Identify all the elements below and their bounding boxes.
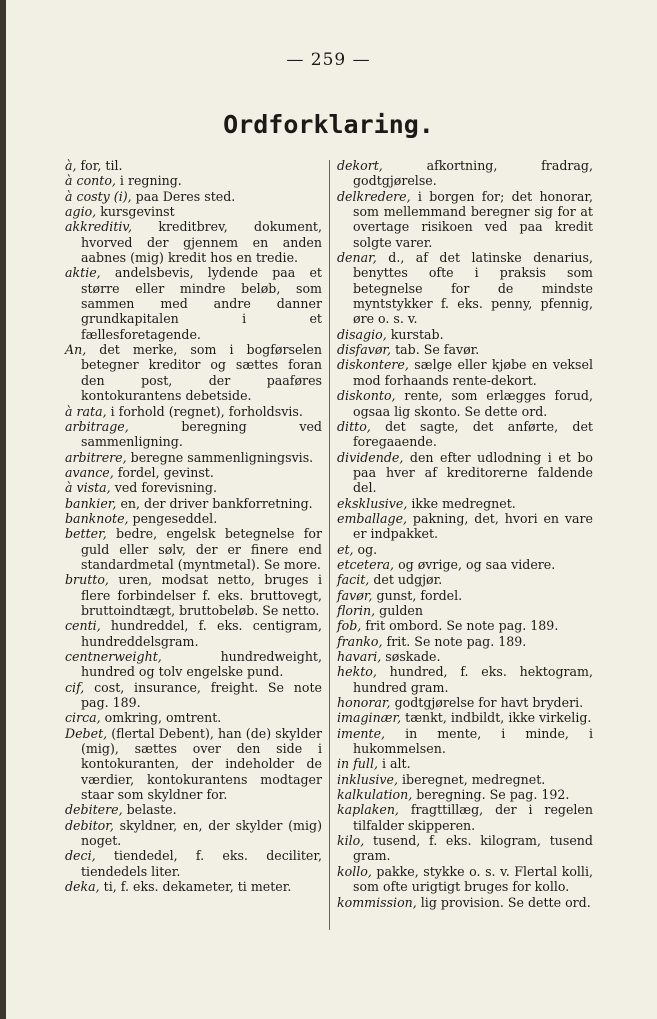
glossary-entry bbox=[65, 173, 322, 188]
entry-definition: i alt. bbox=[377, 756, 411, 772]
entry-term: dividende, bbox=[337, 449, 404, 465]
entry-definition: paa Deres sted. bbox=[131, 188, 236, 204]
entry-term: eksklusive, bbox=[337, 495, 408, 511]
entry-definition: iberegnet, medregnet. bbox=[397, 771, 546, 787]
entry-definition: beregning ved sammenligning. bbox=[81, 418, 322, 450]
entry-definition: pengeseddel. bbox=[128, 510, 218, 526]
entry-definition: uren, modsat netto, bruges i flere forbindelser f. eks. bruttovegt, bruttoindtægt, bruttobeløb. Se netto. bbox=[81, 572, 322, 618]
entry-term: brutto, bbox=[65, 572, 109, 588]
entry-term: Debet, bbox=[65, 725, 108, 741]
entry-term: avance, bbox=[65, 464, 114, 480]
entry-term: facit, bbox=[337, 572, 370, 588]
glossary-entry bbox=[337, 250, 593, 327]
right-column bbox=[337, 158, 593, 910]
entry-definition: kursgevinst bbox=[96, 204, 175, 220]
entry-term: à conto, bbox=[65, 173, 116, 189]
glossary-entry bbox=[65, 879, 322, 894]
glossary-entry bbox=[337, 189, 593, 250]
glossary-entry bbox=[337, 603, 593, 618]
entry-term: hekto, bbox=[337, 664, 377, 680]
glossary-entry bbox=[337, 726, 593, 757]
entry-term: à vista, bbox=[65, 480, 111, 496]
glossary-entry bbox=[65, 204, 322, 219]
entry-definition: sælge eller kjøbe en veksel mod forhaands rente-dekort. bbox=[353, 357, 593, 388]
entry-term: honorar, bbox=[337, 695, 391, 711]
glossary-entry bbox=[337, 802, 593, 833]
glossary-entry bbox=[337, 864, 593, 895]
entry-definition: tiendedel, f. eks. deciliter, tiendedels liter. bbox=[81, 848, 322, 879]
entry-definition: pakning, det, hvori en vare er indpakket. bbox=[353, 510, 593, 542]
glossary-entry bbox=[65, 189, 322, 204]
entry-term: ditto, bbox=[337, 418, 371, 434]
entry-definition: for, til. bbox=[76, 158, 123, 173]
entry-term: aktie, bbox=[65, 265, 101, 281]
glossary-entry bbox=[65, 618, 322, 649]
glossary-entry bbox=[337, 756, 593, 771]
entry-definition: det sagte, det anførte, det foregaaende. bbox=[353, 418, 593, 450]
entry-term: akkreditiv, bbox=[65, 219, 133, 235]
glossary-entry bbox=[65, 680, 322, 711]
entry-term: cif, bbox=[65, 679, 85, 695]
entry-term: franko, bbox=[337, 633, 383, 649]
glossary-entry bbox=[337, 158, 593, 189]
entry-definition: beregne sammenligningsvis. bbox=[126, 449, 314, 465]
glossary-entry bbox=[337, 649, 593, 664]
entry-term: et, bbox=[337, 541, 354, 557]
glossary-entry bbox=[65, 219, 322, 265]
glossary-entry bbox=[337, 634, 593, 649]
glossary-entry bbox=[337, 710, 593, 725]
entry-definition: hundredweight, hundred og tolv engelske pund. bbox=[81, 649, 322, 680]
glossary-entry bbox=[337, 572, 593, 587]
glossary-entry bbox=[337, 695, 593, 710]
entry-definition: tab. Se favør. bbox=[391, 342, 480, 358]
entry-term: à rata, bbox=[65, 403, 107, 419]
entry-term: inklusive, bbox=[337, 771, 398, 787]
entry-term: kommission, bbox=[337, 894, 417, 910]
entry-definition: hundreddel, f. eks. centigram, hundreddelsgram. bbox=[81, 618, 322, 649]
entry-definition: godtgjørelse for havt bryderi. bbox=[390, 695, 584, 711]
glossary-entry bbox=[65, 802, 322, 817]
entry-term: diskontere, bbox=[337, 357, 409, 373]
glossary-entry bbox=[65, 419, 322, 450]
entry-term: deka, bbox=[65, 879, 100, 895]
entry-term: etcetera, bbox=[337, 556, 395, 572]
entry-term: imente, bbox=[337, 725, 386, 741]
glossary-entry bbox=[65, 818, 322, 849]
entry-definition: i forhold (regnet), forholdsvis. bbox=[106, 403, 303, 419]
entry-term: better, bbox=[65, 526, 107, 542]
entry-term: in full, bbox=[337, 756, 378, 772]
entry-term: emballage, bbox=[337, 510, 408, 526]
entry-definition: og øvrige, og saa videre. bbox=[394, 556, 556, 572]
entry-term: deci, bbox=[65, 848, 96, 864]
entry-definition: det udgjør. bbox=[369, 572, 443, 588]
entry-term: kalkulation, bbox=[337, 787, 413, 803]
entry-definition: søskade. bbox=[381, 649, 441, 664]
entry-definition: (flertal Debent), han (de) skylder (mig), sættes over den side i kontokuranten, der indeholder de værdier, kontokurantens modtager staar som skyldner for. bbox=[81, 725, 322, 803]
entry-definition: andelsbevis, lydende paa et større eller mindre beløb, som sammen med andre danner grundkapitalen i et fællesforetagende. bbox=[81, 265, 322, 342]
entry-term: centnerweight, bbox=[65, 649, 162, 664]
glossary-entry bbox=[337, 542, 593, 557]
entry-definition: bedre, engelsk betegnelse for guld eller sølv, der er finere end standardmetal (myntmetal). Se more. bbox=[81, 526, 322, 572]
glossary-entry bbox=[65, 710, 322, 725]
entry-term: imaginær, bbox=[337, 710, 402, 726]
glossary-entry bbox=[337, 833, 593, 864]
glossary-entry bbox=[337, 511, 593, 542]
entry-definition: ti, f. eks. dekameter, ti meter. bbox=[99, 879, 292, 895]
entry-definition: det merke, som i bogførselen betegner kreditor og sættes foran den post, der paaføres kontokurantens debetside. bbox=[81, 342, 322, 404]
entry-definition: beregning. Se pag. 192. bbox=[412, 787, 570, 803]
entry-term: centi, bbox=[65, 618, 101, 634]
entry-term: diskonto, bbox=[337, 388, 396, 404]
glossary-entry bbox=[337, 327, 593, 342]
glossary-entry bbox=[65, 511, 322, 526]
page-edge bbox=[0, 0, 6, 1019]
entry-definition: hundred, f. eks. hektogram, hundred gram. bbox=[353, 664, 593, 695]
entry-definition: kreditbrev, dokument, hvorved der gjennem en anden aabnes (mig) kredit hos en tredie. bbox=[81, 219, 322, 266]
entry-term: An, bbox=[65, 342, 87, 358]
glossary-entry bbox=[337, 895, 593, 910]
glossary-entry bbox=[65, 342, 322, 403]
entry-definition: i borgen for; det honorar, som mellemmand beregner sig for at overtage risikoen ved paa kredit solgte varer. bbox=[353, 188, 593, 250]
entry-definition: kurstab. bbox=[386, 326, 444, 342]
entry-term: disagio, bbox=[337, 326, 387, 342]
left-column bbox=[65, 158, 322, 895]
entry-definition: lig provision. Se dette ord. bbox=[416, 894, 591, 910]
glossary-entry bbox=[337, 588, 593, 603]
entry-definition: fordel, gevinst. bbox=[113, 464, 214, 480]
entry-definition: gunst, fordel. bbox=[372, 587, 463, 603]
entry-term: circa, bbox=[65, 710, 101, 726]
glossary-entry bbox=[337, 664, 593, 695]
entry-term: à costy (i), bbox=[65, 188, 132, 204]
entry-term: banknote, bbox=[65, 510, 129, 526]
glossary-entry bbox=[337, 496, 593, 511]
entry-definition: ved forevisning. bbox=[110, 480, 217, 496]
entry-definition: frit. Se note pag. 189. bbox=[382, 633, 527, 649]
entry-definition: d., af det latinske denarius, benyttes ofte i praksis som betegnelse for de mindste myntstykker f. eks. penny, pfennig, øre o. s. v. bbox=[353, 250, 593, 327]
entry-term: agio, bbox=[65, 204, 97, 220]
entry-definition: og. bbox=[353, 541, 378, 557]
entry-definition: i regning. bbox=[115, 173, 182, 189]
glossary-entry bbox=[65, 649, 322, 680]
glossary-entry bbox=[337, 342, 593, 357]
entry-definition: frit ombord. Se note pag. 189. bbox=[361, 618, 559, 634]
entry-definition: omkring, omtrent. bbox=[100, 710, 222, 726]
glossary-entry bbox=[337, 557, 593, 572]
entry-term: disfavør, bbox=[337, 342, 392, 358]
entry-term: favør, bbox=[337, 587, 373, 603]
entry-definition: belaste. bbox=[122, 802, 177, 818]
column-divider bbox=[329, 160, 330, 930]
entry-definition: fragttillæg, der i regelen tilfalder skipperen. bbox=[353, 802, 593, 833]
entry-term: fob, bbox=[337, 618, 362, 634]
entry-definition: rente, som erlægges forud, ogsaa lig skonto. Se dette ord. bbox=[353, 388, 593, 419]
entry-term: delkredere, bbox=[337, 188, 411, 204]
glossary-entry bbox=[337, 357, 593, 388]
entry-term: florin, bbox=[337, 602, 376, 618]
entry-term: arbitrage, bbox=[65, 418, 129, 434]
entry-term: denar, bbox=[337, 250, 377, 266]
entry-definition: in mente, i minde, i hukommelsen. bbox=[353, 725, 593, 757]
glossary-entry bbox=[65, 572, 322, 618]
entry-term: kilo, bbox=[337, 833, 365, 849]
glossary-entry bbox=[65, 404, 322, 419]
entry-term: bankier, bbox=[65, 495, 117, 511]
glossary-entry bbox=[337, 419, 593, 450]
entry-definition: en, der driver bankforretning. bbox=[116, 495, 313, 511]
glossary-entry bbox=[65, 465, 322, 480]
glossary-entry bbox=[65, 848, 322, 879]
entry-definition: tusend, f. eks. kilogram, tusend gram. bbox=[353, 833, 593, 864]
page-title: Ordforklaring. bbox=[223, 110, 434, 139]
entry-definition: gulden bbox=[375, 602, 423, 618]
glossary-entry bbox=[65, 450, 322, 465]
entry-term: arbitrere, bbox=[65, 449, 127, 465]
entry-definition: skyldner, en, der skylder (mig) noget. bbox=[81, 817, 322, 849]
entry-definition: pakke, stykke o. s. v. Flertal kolli, som ofte urigtigt bruges for kollo. bbox=[353, 863, 593, 895]
page-number: — 259 — bbox=[286, 50, 371, 70]
glossary-entry bbox=[337, 787, 593, 802]
entry-term: à, bbox=[65, 158, 77, 173]
entry-definition: afkortning, fradrag, godtgjørelse. bbox=[353, 158, 593, 189]
glossary-entry bbox=[65, 526, 322, 572]
entry-term: havari, bbox=[337, 649, 382, 664]
glossary-entry bbox=[337, 388, 593, 419]
entry-term: kaplaken, bbox=[337, 802, 399, 818]
glossary-entry bbox=[65, 158, 322, 173]
entry-term: kollo, bbox=[337, 863, 372, 879]
glossary-entry bbox=[337, 772, 593, 787]
entry-definition: tænkt, indbildt, ikke virkelig. bbox=[401, 710, 592, 726]
glossary-entry bbox=[337, 618, 593, 633]
glossary-entry bbox=[65, 726, 322, 803]
entry-term: dekort, bbox=[337, 158, 383, 173]
entry-term: debitor, bbox=[65, 817, 114, 833]
glossary-entry bbox=[65, 265, 322, 342]
entry-definition: cost, insurance, freight. Se note pag. 189. bbox=[81, 679, 322, 711]
entry-definition: ikke medregnet. bbox=[407, 495, 516, 511]
glossary-entry bbox=[337, 450, 593, 496]
entry-term: debitere, bbox=[65, 802, 123, 818]
glossary-entry bbox=[65, 480, 322, 495]
glossary-entry bbox=[65, 496, 322, 511]
entry-definition: den efter udlodning i et bo paa hver af kreditorerne faldende del. bbox=[353, 449, 593, 496]
